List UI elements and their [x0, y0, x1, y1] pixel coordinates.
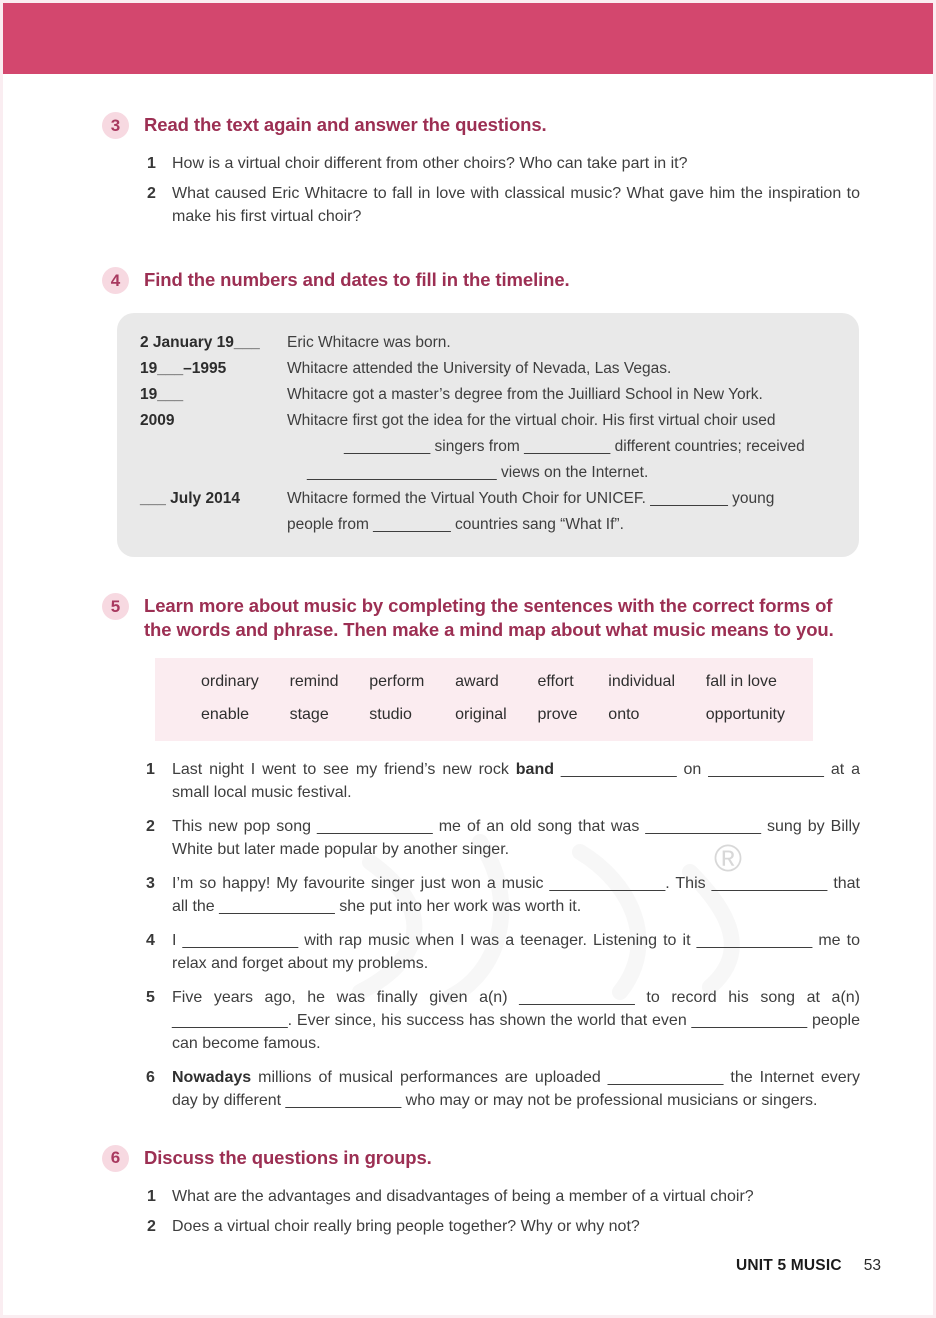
page-header-bar — [3, 3, 933, 74]
sentence-number: 3 — [146, 874, 155, 892]
timeline-event-line: Whitacre attended the University of Nevada, Las Vegas. — [287, 360, 672, 377]
exercise-4-header — [102, 268, 860, 294]
question-item — [147, 152, 860, 175]
exercise-4-title: Find the numbers and dates to fill in the timeline. — [144, 269, 570, 290]
sentence-bold-word: Nowadays — [172, 1068, 252, 1086]
page-number: 53 — [863, 1257, 881, 1274]
word-bank-word: prove — [537, 705, 578, 723]
sentence-number: 6 — [146, 1068, 155, 1086]
sentence-text — [172, 1066, 860, 1112]
timeline-event — [287, 382, 837, 408]
timeline-date: 19___–1995 — [140, 360, 227, 377]
sentence-item — [146, 929, 860, 975]
timeline-event-line: Whitacre got a master’s degree from the Juilliard School in New York. — [287, 386, 763, 403]
word-bank-word: enable — [201, 705, 250, 723]
word-bank-word: studio — [369, 705, 412, 723]
sentence-item — [146, 1066, 860, 1112]
timeline-event-line: ______________________ views on the Internet. — [307, 464, 649, 481]
sentence-text — [172, 758, 860, 804]
sentence-number: 1 — [146, 760, 155, 778]
word-bank-word: original — [455, 705, 507, 723]
word-bank-word: effort — [537, 672, 574, 690]
exercise-3-number-badge: 3 — [102, 112, 129, 139]
exercise-6-question-list — [102, 1185, 860, 1238]
exercise-6 — [0, 1146, 936, 1238]
timeline-date: 2009 — [140, 412, 175, 429]
sentence-text — [172, 929, 860, 975]
word-bank-word: onto — [608, 705, 640, 723]
sentence-segment: This new pop song _____________ me of an old song that was _____________ sung by Billy White but later made popular by another singer. — [172, 817, 860, 858]
sentence-item — [146, 758, 860, 804]
exercise-5 — [0, 594, 936, 1112]
question-number: 1 — [147, 155, 156, 172]
question-number: 2 — [147, 1217, 156, 1235]
word-bank-word: individual — [608, 672, 676, 690]
question-number: 1 — [147, 1187, 156, 1205]
page-content — [0, 74, 936, 1245]
sentence-segment: I’m so happy! My favourite singer just won a music _____________. This _____________ that all the _____________ she put into her work was worth it. — [172, 874, 860, 915]
question-number: 2 — [147, 185, 156, 202]
sentence-segment: Five years ago, he was finally given a(n) _____________ to record his song at a(n) _____________. Ever since, his success has shown the world that even _____________ people can become famous. — [172, 988, 860, 1052]
timeline-event — [287, 330, 837, 356]
sentence-bold-word: band — [515, 760, 554, 778]
exercise-5-title: Learn more about music by completing the sentences with the correct forms of the words and phrase. Then make a mind map about what music means to you. — [144, 595, 834, 641]
exercise-3-question-list — [102, 152, 860, 228]
sentence-segment: millions of musical performances are uploaded _____________ the Internet every day by different _____________ who may or may not be professional musicians or singers. — [172, 1068, 860, 1109]
exercise-5-sentence-list — [102, 758, 860, 1112]
exercise-5-number-badge: 5 — [102, 593, 129, 620]
sentence-text — [172, 872, 860, 918]
timeline-event — [287, 408, 837, 486]
word-bank-word: remind — [289, 672, 339, 690]
timeline-row — [140, 486, 837, 538]
question-text: How is a virtual choir different from other choirs? Who can take part in it? — [172, 155, 688, 172]
exercise-6-header — [102, 1146, 860, 1172]
timeline-date: 2 January 19___ — [140, 334, 260, 351]
timeline-row — [140, 382, 837, 408]
exercise-5-header — [102, 594, 860, 643]
sentence-number: 5 — [146, 988, 155, 1006]
page-footer — [736, 1257, 881, 1275]
exercise-3-header — [102, 113, 860, 139]
word-bank-word: ordinary — [201, 672, 259, 690]
sentence-segment: _____________ on _____________ at a small local music festival. — [172, 760, 861, 801]
sentence-item — [146, 815, 860, 861]
exercise-3 — [0, 113, 936, 228]
sentence-item — [146, 872, 860, 918]
timeline-event-line: Whitacre first got the idea for the virtual choir. His first virtual choir used — [287, 412, 776, 429]
registered-trademark-icon: ® — [714, 838, 742, 880]
word-bank-word: opportunity — [705, 705, 785, 723]
word-bank-word: fall in love — [705, 672, 777, 690]
sentence-segment: I _____________ with rap music when I was a teenager. Listening to it _____________ me to relax and forget about my problems. — [172, 931, 860, 972]
timeline-box — [117, 313, 859, 557]
timeline-row — [140, 408, 837, 486]
question-text: What caused Eric Whitacre to fall in love with classical music? What gave him the inspiration to make his first virtual choir? — [172, 185, 860, 225]
question-item — [147, 1185, 860, 1208]
sentence-item — [146, 986, 860, 1055]
timeline-row — [140, 356, 837, 382]
question-text: Does a virtual choir really bring people together? Why or why not? — [172, 1217, 640, 1235]
sentence-segment: Last night I went to see my friend’s new rock — [172, 760, 516, 778]
exercise-4-number-badge: 4 — [102, 267, 129, 294]
timeline-row — [140, 330, 837, 356]
question-text: What are the advantages and disadvantages of being a member of a virtual choir? — [172, 1187, 754, 1205]
sentence-text — [172, 986, 860, 1055]
word-bank-word: stage — [289, 705, 329, 723]
timeline-event — [287, 486, 837, 538]
timeline-event-line: Eric Whitacre was born. — [287, 334, 451, 351]
sentence-number: 4 — [146, 931, 155, 949]
word-bank-word: award — [455, 672, 499, 690]
timeline-event-line: Whitacre formed the Virtual Youth Choir for UNICEF. _________ young — [287, 490, 775, 507]
unit-label: UNIT 5 MUSIC — [736, 1257, 842, 1274]
sentence-text — [172, 815, 860, 861]
exercise-6-title: Discuss the questions in groups. — [144, 1146, 432, 1168]
exercise-3-title: Read the text again and answer the questions. — [144, 114, 547, 135]
word-bank-word: perform — [369, 672, 425, 690]
question-item — [147, 1215, 860, 1238]
timeline-event — [287, 356, 837, 382]
exercise-6-number-badge: 6 — [102, 1145, 129, 1172]
exercise-4 — [0, 268, 936, 557]
question-item — [147, 182, 860, 228]
word-bank — [155, 658, 813, 741]
timeline-date: ___ July 2014 — [140, 490, 240, 507]
timeline-date: 19___ — [140, 386, 184, 403]
timeline-event-line: people from _________ countries sang “What If”. — [287, 516, 624, 533]
timeline-event-line: __________ singers from __________ different countries; received — [344, 438, 805, 455]
sentence-number: 2 — [146, 817, 155, 835]
